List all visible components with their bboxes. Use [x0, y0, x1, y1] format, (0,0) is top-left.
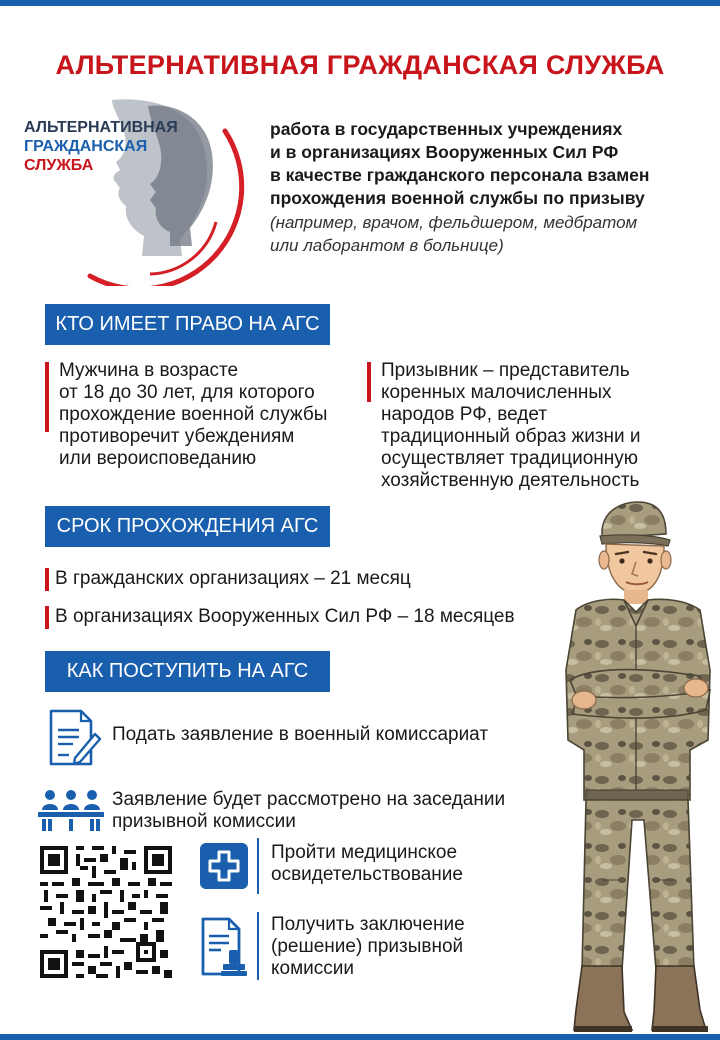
who-section-header: КТО ИМЕЕТ ПРАВО НА АГС: [45, 304, 330, 345]
step-2-text: [112, 789, 505, 833]
red-accent-bar: [45, 606, 49, 629]
intro-line: и в организациях Вооруженных Сил РФ: [270, 142, 619, 162]
step-divider: [257, 912, 259, 980]
intro-description: [270, 118, 710, 257]
step-line: Заявление будет рассмотрено на заседании: [112, 789, 506, 810]
step-4-text: [271, 914, 465, 980]
step-3-text: [271, 842, 463, 886]
term-section-header: СРОК ПРОХОЖДЕНИЯ АГС: [45, 506, 330, 547]
who-criteria-age: [45, 360, 365, 470]
logo-text-line2: ГРАЖДАНСКАЯ: [24, 138, 148, 155]
official-decision-icon: [199, 916, 253, 978]
page-title: АЛЬТЕРНАТИВНАЯ ГРАЖДАНСКАЯ СЛУЖБА: [55, 50, 665, 80]
how-section-header: КАК ПОСТУПИТЬ НА АГС: [45, 651, 330, 692]
step-line: комиссии: [271, 958, 354, 979]
criteria-line: традиционный образ жизни и: [381, 426, 641, 447]
step-line: призывной комиссии: [112, 811, 296, 832]
logo-text-line3: СЛУЖБА: [24, 157, 94, 174]
qr-code: [40, 846, 172, 978]
criteria-line: противоречит убеждениям: [59, 426, 295, 447]
red-accent-bar: [45, 568, 49, 591]
step-line: Получить заключение: [271, 914, 465, 935]
term-text: В гражданских организациях – 21 месяц: [55, 568, 411, 589]
intro-example-line: или лаборантом в больнице): [270, 236, 504, 255]
bottom-border: [0, 1034, 720, 1040]
intro-example-line: (например, врачом, фельдшером, медбратом: [270, 213, 638, 232]
criteria-line: или вероисповеданию: [59, 448, 257, 469]
criteria-line: прохождение военной службы: [59, 404, 328, 425]
ags-logo: [20, 96, 250, 286]
step-line: Подать заявление в военный комиссариат: [112, 724, 489, 745]
step-line: освидетельствование: [271, 864, 463, 885]
commission-meeting-icon: [38, 788, 104, 832]
term-item-military: [45, 605, 515, 629]
criteria-line: Мужчина в возрасте: [59, 360, 239, 381]
intro-line: работа в государственных учреждениях: [270, 119, 623, 139]
medical-cross-icon: [199, 842, 249, 890]
top-border: [0, 0, 720, 6]
criteria-line: народов РФ, ведет: [381, 404, 548, 425]
term-text: В организациях Вооруженных Сил РФ – 18 месяцев: [55, 606, 515, 627]
red-accent-bar: [45, 362, 49, 432]
soldier-illustration: [560, 500, 720, 1035]
criteria-line: хозяйственную деятельность: [381, 470, 640, 491]
who-criteria-indigenous: [367, 360, 697, 492]
term-item-civil: [45, 567, 411, 591]
intro-line: в качестве гражданского персонала взамен: [270, 165, 650, 185]
step-line: (решение) призывной: [271, 936, 464, 957]
step-1-text: [112, 724, 488, 746]
step-line: Пройти медицинское: [271, 842, 458, 863]
criteria-line: коренных малочисленных: [381, 382, 612, 403]
red-accent-bar: [367, 362, 371, 402]
logo-text-line1: АЛЬТЕРНАТИВНАЯ: [24, 119, 178, 136]
criteria-line: осуществляет традиционную: [381, 448, 639, 469]
step-divider: [257, 838, 259, 894]
criteria-line: Призывник – представитель: [381, 360, 630, 381]
document-sign-icon: [45, 708, 103, 768]
criteria-line: от 18 до 30 лет, для которого: [59, 382, 315, 403]
intro-line: прохождения военной службы по призыву: [270, 188, 645, 208]
